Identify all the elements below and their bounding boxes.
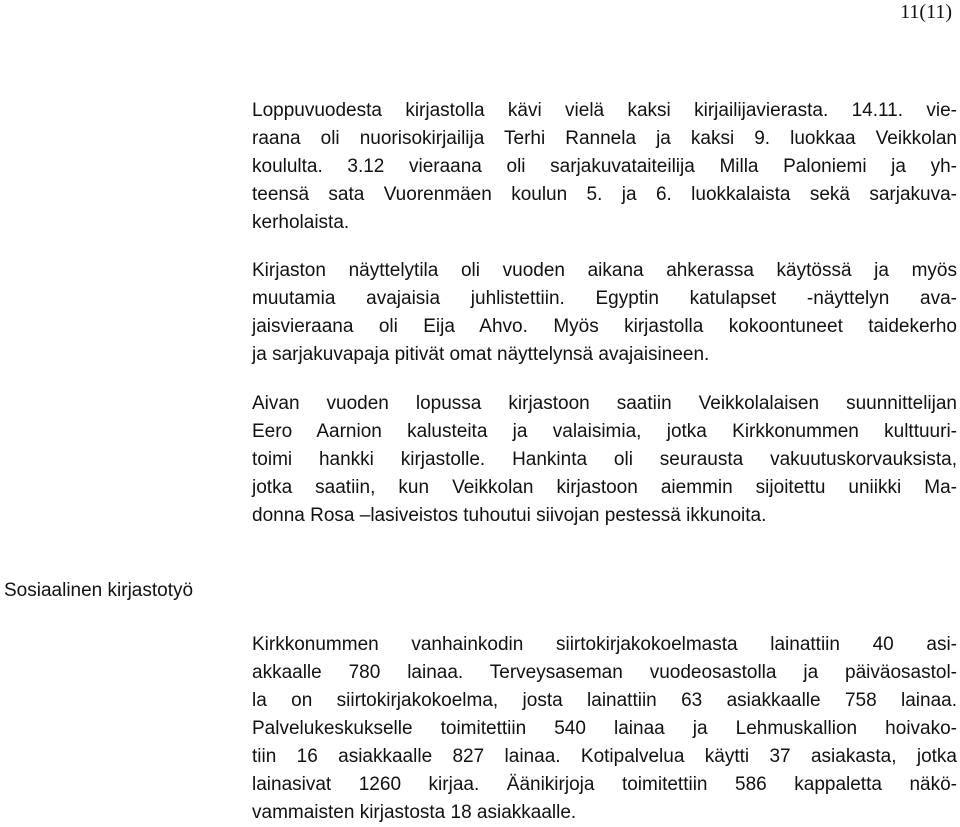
paragraph-social-library-work: [252, 631, 957, 827]
text-line: vammaisten kirjastosta 18 asiakkaalle.: [252, 802, 577, 823]
text-line: raana oli nuorisokirjailija Terhi Rannela ja kaksi 9. luokkaa Veikkolan: [252, 128, 957, 149]
paragraph-author-visits: [252, 97, 957, 237]
text-line: muutamia avajaisia juhlistettiin. Egyptin katulapset -näyttelyn ava-: [252, 288, 957, 309]
text-line: Eero Aarnion kalusteita ja valaisimia, jotka Kirkkonummen kulttuuri-: [252, 421, 957, 442]
text-line: koululta. 3.12 vieraana oli sarjakuvataiteilija Milla Paloniemi ja yh-: [252, 156, 957, 177]
page-number: 11(11): [900, 1, 952, 23]
text-line: Palvelukeskukselle toimitettiin 540 lainaa ja Lehmuskallion hoivako-: [252, 718, 957, 739]
text-line: teensä sata Vuorenmäen koulun 5. ja 6. luokkalaista sekä sarjakuva-: [252, 184, 957, 205]
text-line: donna Rosa –lasiveistos tuhoutui siivojan pestessä ikkunoita.: [252, 505, 767, 526]
text-line: kerholaista.: [252, 212, 350, 233]
section-heading: Sosiaalinen kirjastotyö: [4, 580, 194, 601]
text-line: la on siirtokirjakokoelma, josta lainattiin 63 asiakkaalle 758 lainaa.: [252, 690, 957, 711]
paragraph-exhibitions: [252, 257, 957, 369]
paragraph-furniture: [252, 390, 957, 530]
text-line: Kirkkonummen vanhainkodin siirtokirjakokoelmasta lainattiin 40 asi-: [252, 634, 957, 655]
text-line: jaisvieraana oli Eija Ahvo. Myös kirjastolla kokoontuneet taidekerho: [252, 316, 957, 337]
text-line: Loppuvuodesta kirjastolla kävi vielä kaksi kirjailijavierasta. 14.11. vie-: [252, 100, 957, 121]
text-line: toimi hankki kirjastolle. Hankinta oli seurausta vakuutuskorvauksista,: [252, 449, 957, 470]
text-line: akkaalle 780 lainaa. Terveysaseman vuodeosastolla ja päiväosastol-: [252, 662, 957, 683]
text-line: lainasivat 1260 kirjaa. Äänikirjoja toimitettiin 586 kappaletta näkö-: [252, 774, 957, 795]
text-line: Kirjaston näyttelytila oli vuoden aikana ahkerassa käytössä ja myös: [252, 260, 957, 281]
text-line: ja sarjakuvapaja pitivät omat näyttelynsä avajaisineen.: [252, 344, 710, 365]
text-line: Aivan vuoden lopussa kirjastoon saatiin Veikkolalaisen suunnittelijan: [252, 393, 957, 414]
text-line: tiin 16 asiakkaalle 827 lainaa. Kotipalvelua käytti 37 asiakasta, jotka: [252, 746, 957, 767]
text-line: jotka saatiin, kun Veikkolan kirjastoon aiemmin sijoitettu uniikki Ma-: [252, 477, 957, 498]
